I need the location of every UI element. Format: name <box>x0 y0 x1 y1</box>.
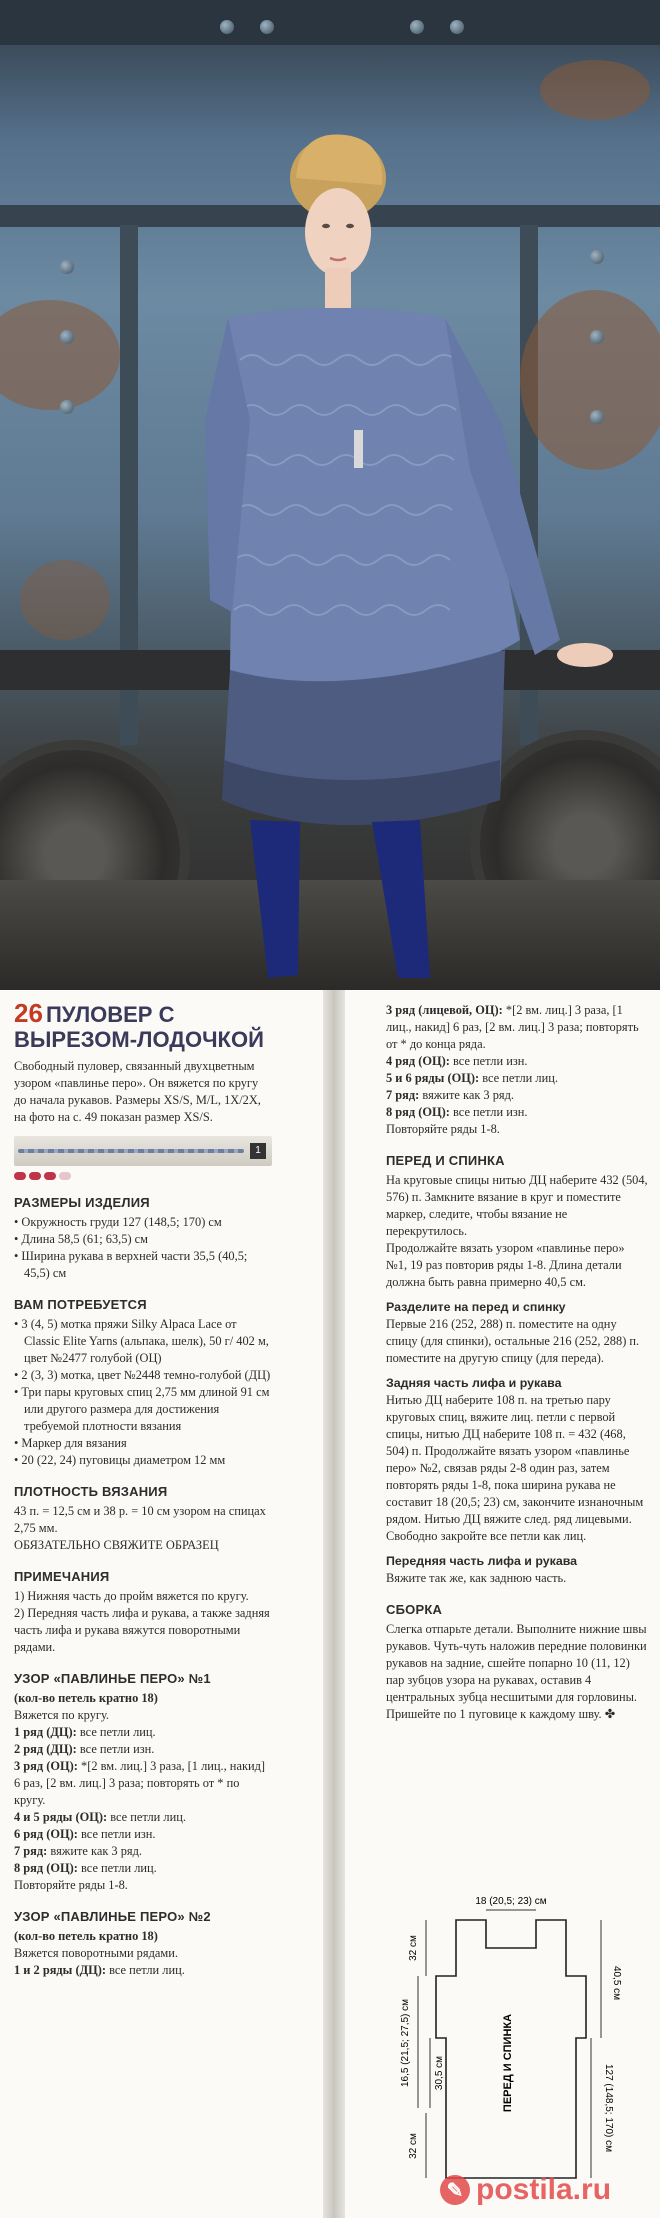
pattern-row: Повторяйте ряды 1-8. <box>386 1122 500 1136</box>
schematic-label-left-lower: 32 см <box>408 2133 419 2159</box>
front-back-p2: Продолжайте вязать узором «павлинье перо» №1, 19 раз повторив ряды 1-8. Длина детали должна быть равна примерно 40,5 см. <box>386 1241 625 1289</box>
notes-heading: ПРИМЕЧАНИЯ <box>14 1569 110 1584</box>
back-heading: Задняя часть лифа и рукава <box>386 1376 562 1390</box>
back-text: Нитью ДЦ наберите 108 п. на третью пару круговых спиц, вяжите лиц. петли с первой спицы, нитью ДЦ наберите 108 п. = 432 (468, 504) п. Продолжайте вязать узором «павлинье перо» №2, связав ряды 2-8 один раз, затем повторять ряды 1-8, пока ширина рукава не составит 18 (20,5; 23) см, закончите изнаночным рядом. Нитью ДЦ вяжите след. ряд лицевыми. Свободно закройте все петли как лиц. <box>386 1393 644 1543</box>
gauge-text: 43 п. = 12,5 см и 38 р. = 10 см узором на спицах 2,75 мм. <box>14 1504 266 1535</box>
gauge-heading: ПЛОТНОСТЬ ВЯЗАНИЯ <box>14 1484 168 1499</box>
product-photo <box>0 0 660 990</box>
pattern-row: 1 ряд (ДЦ): все петли лиц. <box>14 1725 156 1739</box>
pattern-row: 3 ряд (лицевой, ОЦ): *[2 вм. лиц.] 3 раза, [1 лиц., накид] 6 раз, [2 вм. лиц.] 3 раза; повторять от * до конца ряда. <box>386 1003 639 1051</box>
intro-text: Свободный пуловер, связанный двухцветным узором «павлинье перо». Он вяжется по кругу до начала рукавов. Размеры XS/S, M/L, 1X/2X, на фото на с. 49 показан размер XS/S. <box>14 1059 261 1124</box>
pattern-row: 4 и 5 ряды (ОЦ): все петли лиц. <box>14 1810 186 1824</box>
material-item: • Три пары круговых спиц 2,75 мм длиной 91 см или другого размера для достижения требуемой плотности вязания <box>14 1385 270 1433</box>
page-gutter <box>323 990 345 2218</box>
size-item: • Окружность груди 127 (148,5; 170) см <box>14 1215 222 1229</box>
pattern-row: 8 ряд (ОЦ): все петли изн. <box>386 1105 528 1119</box>
garment-schematic <box>386 1888 648 2188</box>
split-text: Первые 216 (252, 288) п. поместите на одну спицу (для спинки), остальные 216 (252, 288) п. поместите на другую спицу (для переда). <box>386 1317 640 1365</box>
material-item: • 3 (4, 5) мотка пряжи Silky Alpaca Lace от Classic Elite Yarns (альпака, шелк), 50 г/ 402 м, цвет №2477 голубой (ОЦ) <box>14 1317 269 1365</box>
watermark-text: postila.ru <box>476 2173 612 2206</box>
assembly-text: Слегка отпарьте детали. Выполните нижние швы рукавов. Чуть-чуть наложив передние половинки рукавов на задние, сшейте попарно 10 (11, 12) пар зубцов узора на рукавах, оставив 4 центральных зубца несшитыми для горловины. Пришейте по 1 пуговице к каждому шву. ✤ <box>386 1622 647 1721</box>
front-text: Вяжите так же, как заднюю часть. <box>386 1571 567 1585</box>
adjacent-page-edge <box>274 1002 320 2202</box>
site-watermark <box>440 2170 660 2210</box>
schematic-label-left-mid2: 30,5 см <box>434 2055 445 2091</box>
model-figure <box>0 0 660 990</box>
pattern-row: Вяжется по кругу. <box>14 1708 110 1722</box>
schematic-label-right-lower: 127 (148,5; 170) см <box>603 2063 614 2153</box>
pattern-row: 1 и 2 ряды (ДЦ): все петли лиц. <box>14 1963 185 1977</box>
pattern-row: 8 ряд (ОЦ): все петли лиц. <box>14 1861 157 1875</box>
pattern-row: 3 ряд (ОЦ): *[2 вм. лиц.] 3 раза, [1 лиц., накид] 6 раз, [2 вм. лиц.] 3 раза; повторять от * по кругу. <box>14 1759 266 1807</box>
pattern1-heading: УЗОР «ПАВЛИНЬЕ ПЕРО» №1 <box>14 1671 211 1686</box>
front-heading: Передняя часть лифа и рукава <box>386 1554 578 1568</box>
needle-illustration <box>14 1136 272 1166</box>
material-item: • Маркер для вязания <box>14 1436 127 1450</box>
assembly-heading: СБОРКА <box>386 1602 443 1617</box>
pattern-row: 4 ряд (ОЦ): все петли изн. <box>386 1054 528 1068</box>
pattern2-sub: (кол-во петель кратно 18) <box>14 1929 158 1943</box>
note-item: 2) Передняя часть лифа и рукава, а также задняя часть лифа и рукава вяжутся поворотными рядами. <box>14 1606 270 1654</box>
pattern-row: 2 ряд (ДЦ): все петли изн. <box>14 1742 155 1756</box>
pattern-row: Повторяйте ряды 1-8. <box>14 1878 128 1892</box>
schematic-label-right-upper: 40,5 см <box>611 1965 622 2001</box>
schematic-label-top: 18 (20,5; 23) см <box>475 1896 547 1907</box>
front-back-heading: ПЕРЕД И СПИНКА <box>386 1153 505 1168</box>
material-item: • 20 (22, 24) пуговицы диаметром 12 мм <box>14 1453 226 1467</box>
schematic-label-left-upper: 32 см <box>408 1935 419 1961</box>
page-heading <box>14 998 272 1052</box>
instruction-page <box>0 990 660 2218</box>
right-column <box>386 1002 648 1723</box>
postila-logo-icon: ✎ <box>440 2175 470 2205</box>
size-item: • Ширина рукава в верхней части 35,5 (40,5; 45,5) см <box>14 1249 248 1280</box>
materials-heading: ВАМ ПОТРЕБУЕТСЯ <box>14 1297 147 1312</box>
pattern-row: 5 и 6 ряды (ОЦ): все петли лиц. <box>386 1071 558 1085</box>
material-item: • 2 (3, 3) мотка, цвет №2448 темно-голубой (ДЦ) <box>14 1368 271 1382</box>
note-item: 1) Нижняя часть до пройм вяжется по кругу. <box>14 1589 249 1603</box>
needle-badge: 1 <box>250 1143 266 1159</box>
page-title: ПУЛОВЕР С ВЫРЕЗОМ-ЛОДОЧКОЙ <box>14 1002 264 1052</box>
left-column <box>14 998 272 1979</box>
pattern-row: 7 ряд: вяжите как 3 ряд. <box>14 1844 143 1858</box>
sizes-heading: РАЗМЕРЫ ИЗДЕЛИЯ <box>14 1195 150 1210</box>
pattern1-sub: (кол-во петель кратно 18) <box>14 1691 158 1705</box>
schematic-label-left-mid: 16,5 (21,5; 27,5) см <box>400 1998 411 2088</box>
pattern-row: 7 ряд: вяжите как 3 ряд. <box>386 1088 515 1102</box>
pattern2-heading: УЗОР «ПАВЛИНЬЕ ПЕРО» №2 <box>14 1909 211 1924</box>
pattern-number: 26 <box>14 998 43 1028</box>
pattern-row: Вяжется поворотными рядами. <box>14 1946 178 1960</box>
pattern-row: 6 ряд (ОЦ): все петли изн. <box>14 1827 156 1841</box>
size-item: • Длина 58,5 (61; 63,5) см <box>14 1232 149 1246</box>
front-back-p1: На круговые спицы нитью ДЦ наберите 432 (504, 576) п. Замкните вязание в круг и поместите маркер, следите, чтобы вязание не перекрутилось. <box>386 1173 648 1238</box>
split-heading: Разделите на перед и спинку <box>386 1300 566 1314</box>
pattern1-rows <box>14 1707 272 1894</box>
schematic-piece-label: ПЕРЕД И СПИНКА <box>502 2013 514 2113</box>
gauge-note: ОБЯЗАТЕЛЬНО СВЯЖИТЕ ОБРАЗЕЦ <box>14 1538 219 1552</box>
difficulty-indicator <box>14 1172 272 1180</box>
